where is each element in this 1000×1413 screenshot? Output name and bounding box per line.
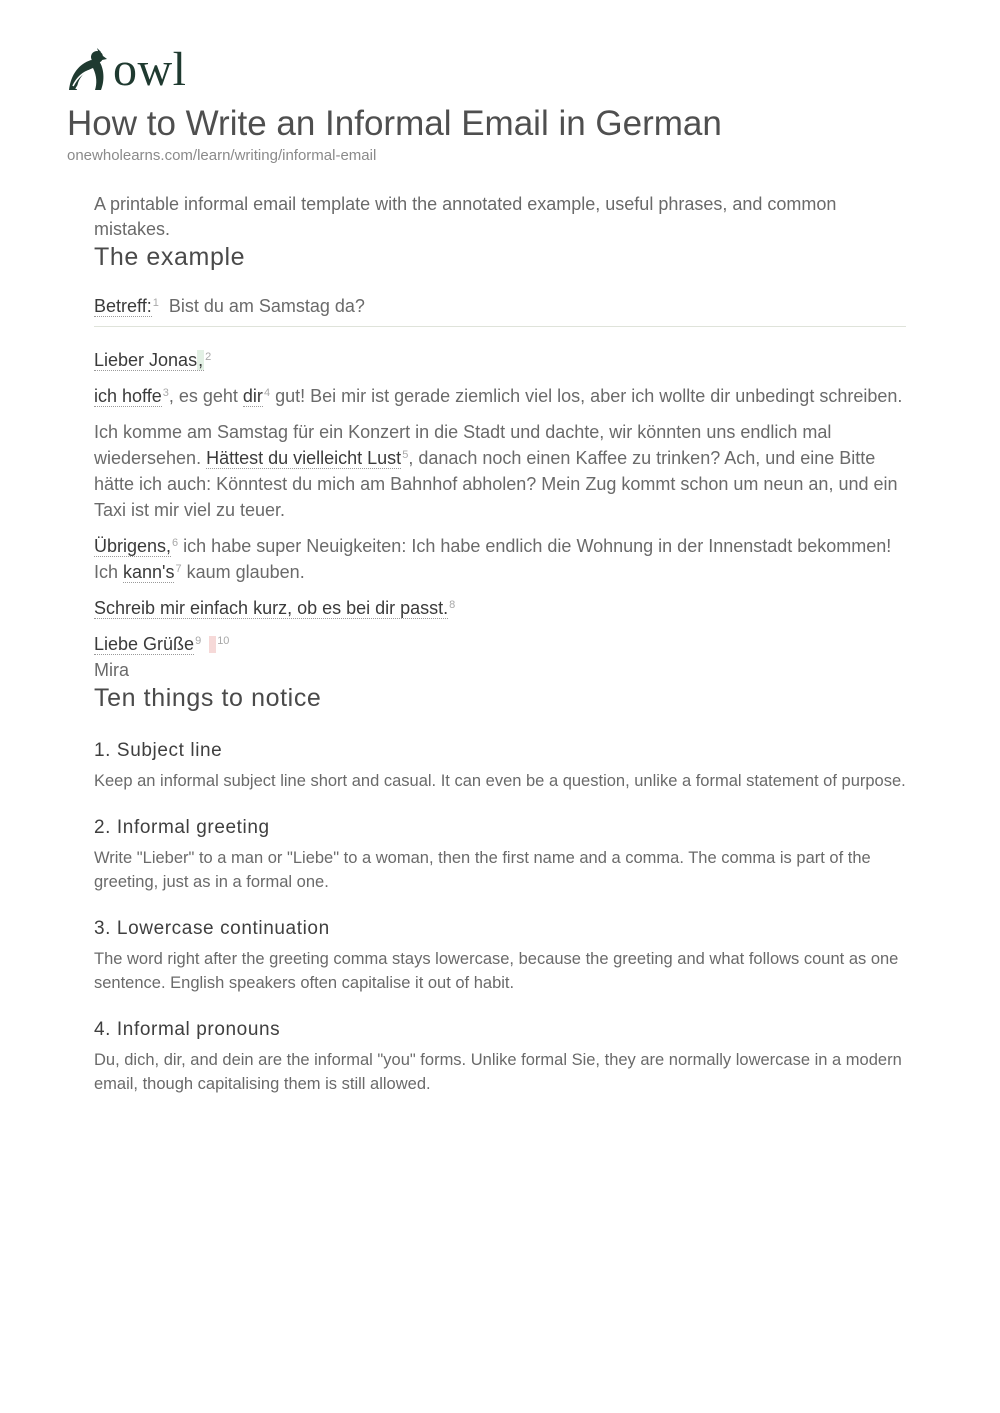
note-marker-5[interactable]: 5 — [402, 449, 409, 461]
annotation-greeting[interactable] — [94, 350, 204, 371]
email-paragraph-2 — [94, 419, 906, 523]
email-greeting — [94, 347, 906, 373]
note-marker-1[interactable]: 1 — [152, 297, 159, 309]
note-title: 4. Informal pronouns — [94, 1019, 281, 1040]
example-heading: The example — [94, 243, 246, 271]
brand-wordmark: owl — [113, 43, 187, 96]
email-signature: Mira — [94, 660, 129, 680]
note-item — [94, 1018, 906, 1096]
note-marker-6[interactable]: 6 — [172, 537, 179, 549]
greeting-comma-highlight: , — [198, 350, 204, 370]
annotation-uebrigens[interactable]: Übrigens, — [94, 536, 172, 556]
note-title: 2. Informal greeting — [94, 817, 270, 838]
owl-logo-icon — [67, 46, 109, 92]
missing-comma-highlight — [209, 636, 216, 653]
email-paragraph-4 — [94, 595, 906, 621]
email-paragraph-1 — [94, 383, 906, 409]
annotation-liebe-gruesse[interactable]: Liebe Grüße — [94, 634, 195, 654]
example-email — [94, 293, 906, 683]
note-marker-9[interactable]: 9 — [195, 635, 202, 647]
note-item — [94, 739, 906, 793]
email-paragraph-3 — [94, 533, 906, 585]
note-body: The word right after the greeting comma stays lowercase, because the greeting and what follows count as one sentence. English speakers often capitalise it out of habit. — [94, 950, 899, 992]
annotation-ich-hoffe[interactable]: ich hoffe — [94, 386, 162, 406]
notice-heading: Ten things to notice — [94, 684, 322, 712]
main-content — [94, 192, 906, 1096]
note-marker-10[interactable]: 10 — [217, 635, 230, 647]
paragraph-3-text-a: ich habe super Neuigkeiten: Ich habe endlich die Wohnung in der Innenstadt bekommen! Ich — [94, 536, 892, 582]
page-title: How to Write an Informal Email in German — [67, 104, 722, 143]
annotation-schreib-mir[interactable]: Schreib mir einfach kurz, ob es bei dir passt. — [94, 598, 449, 618]
note-marker-4[interactable]: 4 — [263, 387, 271, 399]
note-marker-8[interactable]: 8 — [449, 599, 456, 611]
email-subject-line — [94, 293, 906, 327]
note-marker-3[interactable]: 3 — [162, 387, 169, 399]
note-marker-7[interactable]: 7 — [175, 563, 182, 575]
annotation-dir[interactable]: dir — [242, 386, 263, 406]
paragraph-2-text-b: , danach noch einen Kaffee zu trinken? Ach, und eine Bitte hätte ich auch: Könntest du mich am Bahnhof abholen? Mein Zug kommt schon um neun an, und ein Taxi ist mir viel zu teuer. — [94, 448, 898, 520]
note-marker-2[interactable]: 2 — [205, 351, 212, 363]
email-subject-text: Bist du am Samstag da? — [168, 296, 365, 316]
brand-logo[interactable] — [67, 43, 187, 96]
annotation-subject-label[interactable]: Betreff: — [94, 296, 152, 316]
annotation-haettest-du[interactable]: Hättest du vielleicht Lust — [206, 448, 402, 468]
paragraph-1-text-b: gut! Bei mir ist gerade ziemlich viel los, aber ich wollte dir unbedingt schreiben. — [270, 386, 903, 406]
intro-text: A printable informal email template with the annotated example, useful phrases, and common mistakes. — [94, 194, 837, 239]
page-url[interactable]: onewholearns.com/learn/writing/informal-email — [67, 147, 377, 164]
email-closing — [94, 631, 906, 657]
note-title: 3. Lowercase continuation — [94, 918, 330, 939]
note-item — [94, 816, 906, 894]
paragraph-1-text-a: , es geht — [168, 386, 243, 406]
paragraph-3-text-b: kaum glauben. — [181, 562, 305, 582]
note-body: Du, dich, dir, and dein are the informal "you" forms. Unlike formal Sie, they are normally lowercase in a modern email, though capitalising them is still allowed. — [94, 1051, 902, 1093]
note-item — [94, 917, 906, 995]
annotation-kanns[interactable]: kann's — [123, 562, 175, 582]
note-body: Write "Lieber" to a man or "Liebe" to a woman, then the first name and a comma. The comma is part of the greeting, just as in a formal one. — [94, 849, 871, 891]
greeting-text: Lieber Jonas — [94, 350, 198, 370]
paragraph-2-text-a: Ich komme am Samstag für ein Konzert in die Stadt und dachte, wir könnten uns endlich mal wiedersehen. — [94, 422, 832, 468]
note-body: Keep an informal subject line short and casual. It can even be a question, unlike a formal statement of purpose. — [94, 772, 906, 790]
note-title: 1. Subject line — [94, 740, 223, 761]
